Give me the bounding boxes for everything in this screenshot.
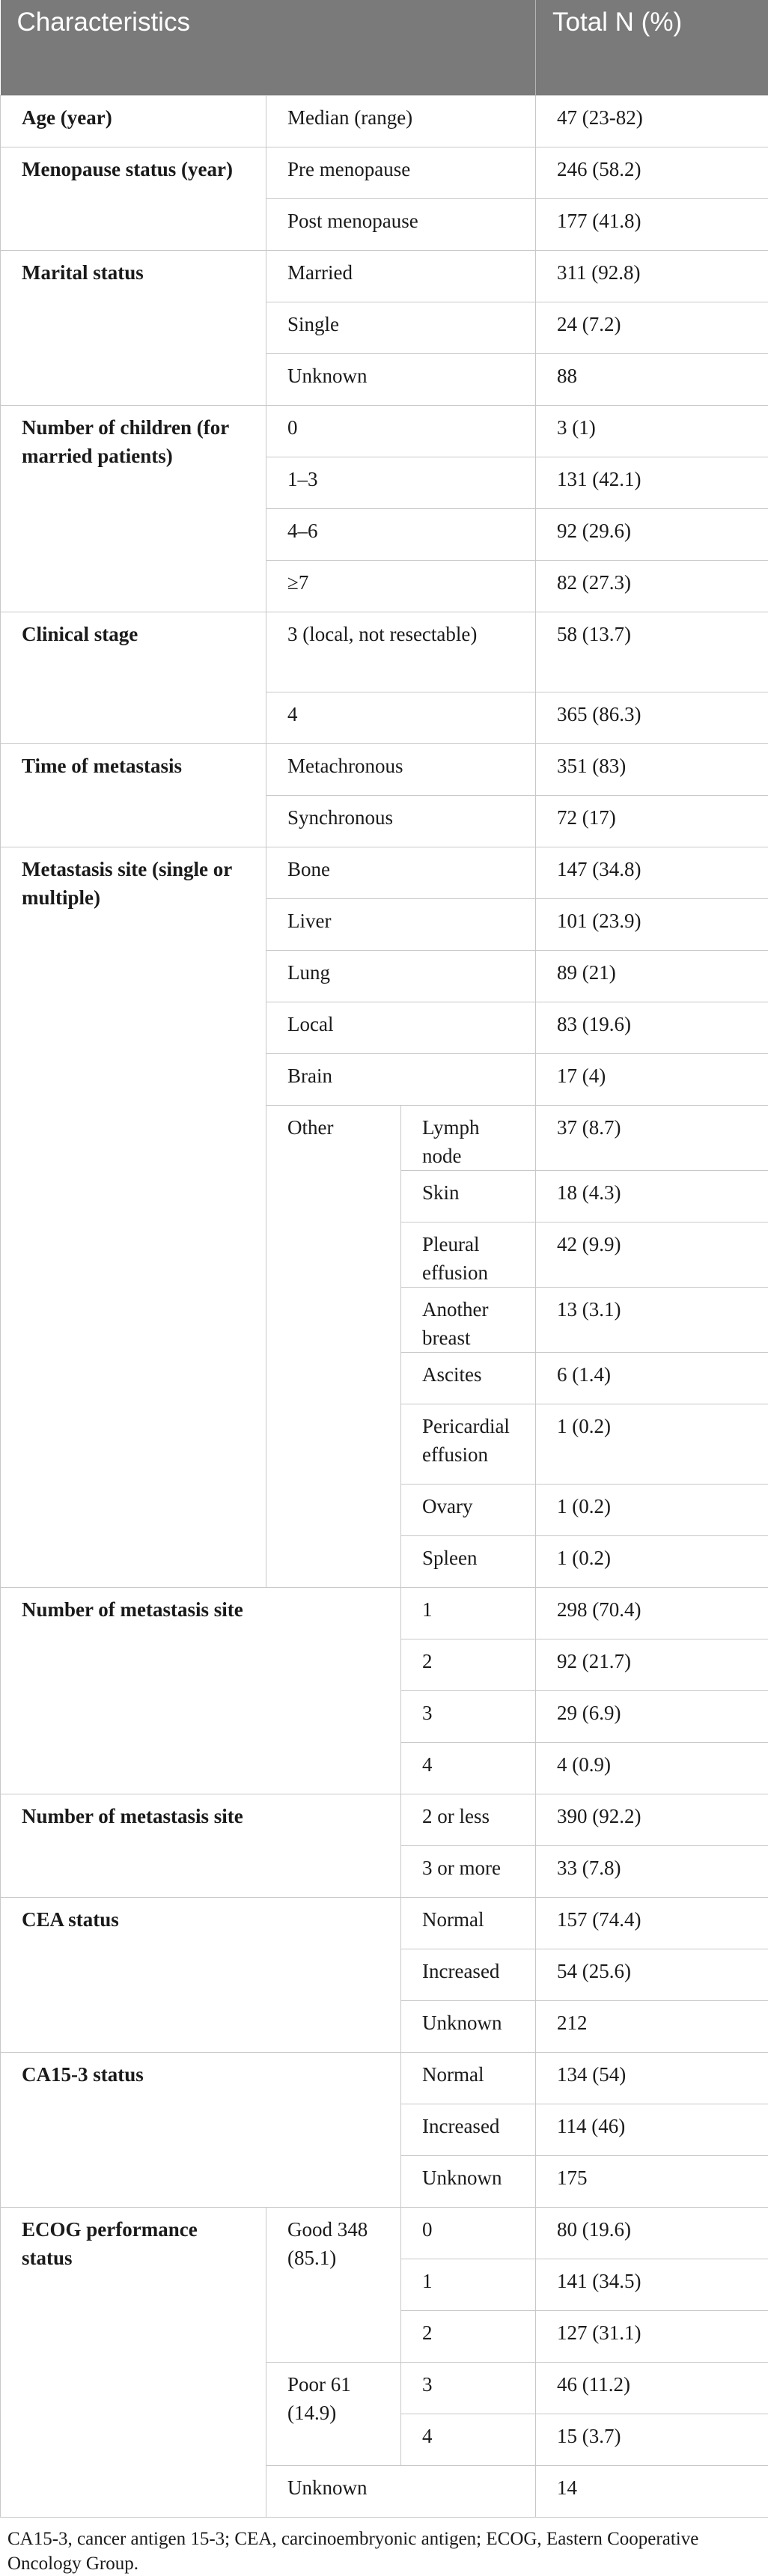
- row-sublabel: Increased: [401, 2104, 536, 2155]
- table-row: [1, 405, 768, 457]
- row-sublabel: 2: [401, 2310, 536, 2362]
- row-sublabel: Increased: [401, 1949, 536, 2000]
- row-sublabel: 3: [401, 1690, 536, 1742]
- row-value: 82 (27.3): [536, 560, 768, 612]
- row-label: CEA status: [1, 1897, 401, 2052]
- row-value: 298 (70.4): [536, 1587, 768, 1639]
- row-sublabel: 4: [401, 2414, 536, 2465]
- row-sublabel: Normal: [401, 1897, 536, 1949]
- table-row: [1, 1587, 768, 1639]
- row-value: 92 (29.6): [536, 508, 768, 560]
- row-sublabel: Synchronous: [266, 795, 536, 847]
- row-value: 6 (1.4): [536, 1352, 768, 1404]
- row-value: 101 (23.9): [536, 898, 768, 950]
- row-value: 246 (58.2): [536, 147, 768, 198]
- row-label: Number of children (for married patients): [1, 405, 266, 612]
- row-label: Age (year): [1, 95, 266, 147]
- row-value: 83 (19.6): [536, 1002, 768, 1053]
- table-header-row: [1, 0, 768, 95]
- row-sublabel: 1: [401, 2259, 536, 2310]
- row-sublabel: Metachronous: [266, 743, 536, 795]
- row-sublabel: Bone: [266, 847, 536, 898]
- row-sublabel: 4–6: [266, 508, 536, 560]
- row-sublabel: 0: [401, 2207, 536, 2259]
- table-row: [1, 612, 768, 692]
- row-label: ECOG performance status: [1, 2207, 266, 2517]
- table-row: [1, 2052, 768, 2104]
- row-value: 147 (34.8): [536, 847, 768, 898]
- row-value: 89 (21): [536, 950, 768, 1002]
- row-sublabel: Normal: [401, 2052, 536, 2104]
- row-value: 58 (13.7): [536, 612, 768, 692]
- row-label: Number of metastasis site: [1, 1794, 401, 1897]
- row-sublabel: Single: [266, 302, 536, 353]
- row-sublabel: Local: [266, 1002, 536, 1053]
- row-sublabel: Unknown: [266, 353, 536, 405]
- row-sublabel: 4: [266, 692, 536, 743]
- row-value: 134 (54): [536, 2052, 768, 2104]
- row-sublabel: 4: [401, 1742, 536, 1794]
- row-value: 46 (11.2): [536, 2362, 768, 2414]
- row-value: 157 (74.4): [536, 1897, 768, 1949]
- row-label: Clinical stage: [1, 612, 266, 743]
- row-sublabel: Unknown: [401, 2155, 536, 2207]
- row-value: 92 (21.7): [536, 1639, 768, 1690]
- row-label: CA15-3 status: [1, 2052, 401, 2207]
- row-sublabel: Brain: [266, 1053, 536, 1105]
- row-value: 18 (4.3): [536, 1170, 768, 1222]
- row-sublabel: Ovary: [401, 1484, 536, 1535]
- row-value: 212: [536, 2000, 768, 2052]
- row-value: 127 (31.1): [536, 2310, 768, 2362]
- table-row: [1, 1794, 768, 1845]
- row-sublabel: 3 (local, not resectable): [266, 612, 536, 692]
- row-value: 1 (0.2): [536, 1535, 768, 1587]
- row-value: 390 (92.2): [536, 1794, 768, 1845]
- row-sublabel: Unknown: [401, 2000, 536, 2052]
- row-sublabel: Pre menopause: [266, 147, 536, 198]
- row-value: 72 (17): [536, 795, 768, 847]
- row-value: 175: [536, 2155, 768, 2207]
- row-value: 1 (0.2): [536, 1484, 768, 1535]
- row-sublabel: 0: [266, 405, 536, 457]
- row-value: 3 (1): [536, 405, 768, 457]
- row-group-label: Other: [266, 1105, 401, 1587]
- table-row: [1, 743, 768, 795]
- row-value: 13 (3.1): [536, 1287, 768, 1352]
- row-value: 42 (9.9): [536, 1222, 768, 1287]
- row-sublabel: Liver: [266, 898, 536, 950]
- row-label: Time of metastasis: [1, 743, 266, 847]
- row-sublabel: Married: [266, 250, 536, 302]
- row-value: 29 (6.9): [536, 1690, 768, 1742]
- row-value: 131 (42.1): [536, 457, 768, 508]
- row-sublabel: Post menopause: [266, 198, 536, 250]
- row-sublabel: Another breast: [401, 1287, 536, 1352]
- row-value: 15 (3.7): [536, 2414, 768, 2465]
- table-row: [1, 147, 768, 198]
- row-value: 351 (83): [536, 743, 768, 795]
- row-value: 54 (25.6): [536, 1949, 768, 2000]
- row-sublabel: 3 or more: [401, 1845, 536, 1897]
- row-sublabel: 1: [401, 1587, 536, 1639]
- table-footnote: CA15-3, cancer antigen 15-3; CEA, carcinoembryonic antigen; ECOG, Eastern Cooperative Oncology Group.: [0, 2518, 768, 2576]
- row-value: 114 (46): [536, 2104, 768, 2155]
- row-value: 4 (0.9): [536, 1742, 768, 1794]
- row-sublabel: Pericardial effusion: [401, 1404, 536, 1484]
- row-value: 14: [536, 2465, 768, 2517]
- row-sublabel: Pleural effusion: [401, 1222, 536, 1287]
- table-row: [1, 250, 768, 302]
- header-total: Total N (%): [536, 0, 768, 95]
- table-row: [1, 95, 768, 147]
- row-value: 141 (34.5): [536, 2259, 768, 2310]
- row-label: Menopause status (year): [1, 147, 266, 250]
- row-label: Marital status: [1, 250, 266, 405]
- row-sublabel: Unknown: [266, 2465, 536, 2517]
- row-sublabel: Spleen: [401, 1535, 536, 1587]
- row-value: 37 (8.7): [536, 1105, 768, 1170]
- row-value: 33 (7.8): [536, 1845, 768, 1897]
- row-value: 177 (41.8): [536, 198, 768, 250]
- row-sublabel: Lung: [266, 950, 536, 1002]
- row-sublabel: Ascites: [401, 1352, 536, 1404]
- row-value: 17 (4): [536, 1053, 768, 1105]
- row-sublabel: ≥7: [266, 560, 536, 612]
- row-sublabel: 3: [401, 2362, 536, 2414]
- row-value: 88: [536, 353, 768, 405]
- header-characteristics: Characteristics: [1, 0, 536, 95]
- row-group-label: Good 348 (85.1): [266, 2207, 401, 2362]
- row-sublabel: 2: [401, 1639, 536, 1690]
- row-sublabel: 2 or less: [401, 1794, 536, 1845]
- table-row: [1, 847, 768, 898]
- row-sublabel: Skin: [401, 1170, 536, 1222]
- table-row: [1, 2207, 768, 2259]
- row-label: Metastasis site (single or multiple): [1, 847, 266, 1587]
- table-row: [1, 1897, 768, 1949]
- row-value: 47 (23-82): [536, 95, 768, 147]
- row-group-label: Poor 61 (14.9): [266, 2362, 401, 2465]
- row-label: Number of metastasis site: [1, 1587, 401, 1794]
- row-sublabel: 1–3: [266, 457, 536, 508]
- row-sublabel: Lymph node: [401, 1105, 536, 1170]
- row-value: 24 (7.2): [536, 302, 768, 353]
- row-sublabel: Median (range): [266, 95, 536, 147]
- row-value: 80 (19.6): [536, 2207, 768, 2259]
- row-value: 1 (0.2): [536, 1404, 768, 1484]
- row-value: 365 (86.3): [536, 692, 768, 743]
- row-value: 311 (92.8): [536, 250, 768, 302]
